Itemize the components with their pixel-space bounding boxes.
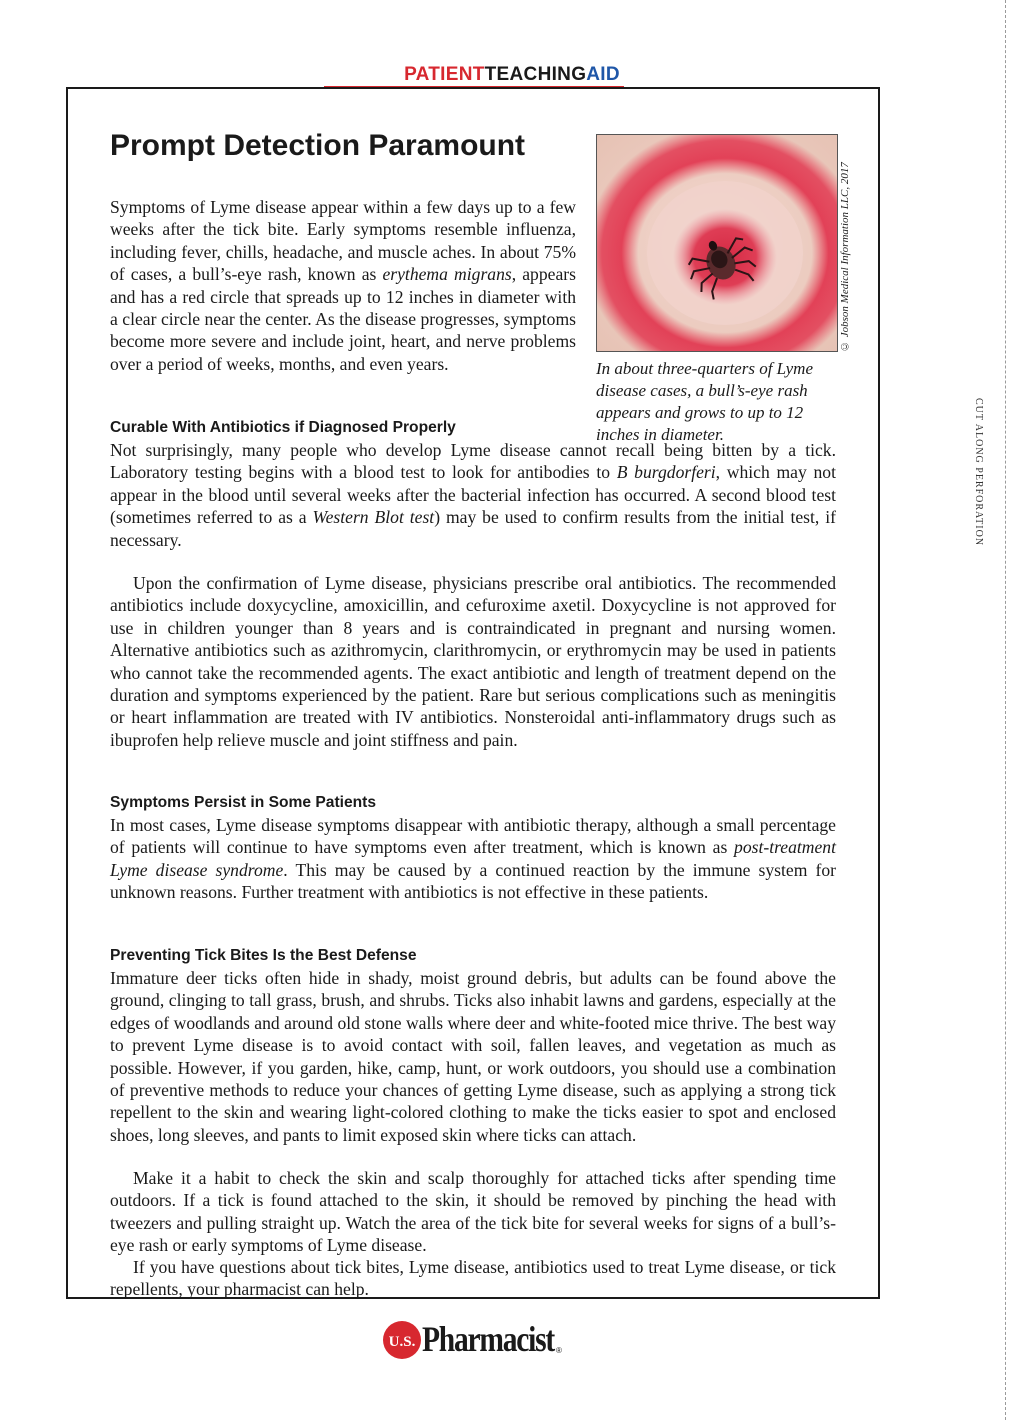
paragraph-oral-antibiotics: Upon the confirmation of Lyme disease, physicians prescribe oral antibiotics. The recommended antibiotics include doxycycline, amoxicillin, and cefuroxime axetil. Doxycycline is not approved for use in children younger than 8 years and is contraindicated in pregnant and nursing women. Alternative antibiotics such as azithromycin, clarithromycin, or erythromycin may be used in patients who cannot take the recommended agents. The exact antibiotic and length of treatment depend on the duration and symptoms experienced by the patient. Rare but serious complications such as meningitis or heart inflammation are treated with IV antibiotics. Nonsteroidal anti-inflammatory drugs such as ibuprofen help relieve muscle and joint stiffness and pain. xyxy=(110,573,836,750)
svg-text:U.S.: U.S. xyxy=(388,1334,416,1350)
paragraph-ask-pharmacist: If you have questions about tick bites, Lyme disease, antibiotics used to treat Lyme disease, or tick repellents, your pharmacist can help. xyxy=(110,1257,836,1300)
paragraph-post-treatment: In most cases, Lyme disease symptoms disappear with antibiotic therapy, although a small percentage of patients will continue to have symptoms even after treatment, which is known as post-treatment Lyme disease syndrome. This may be caused by a continued reaction by the immune system for unknown reasons. Further treatment with antibiotics is not effective in these patients. xyxy=(110,815,836,903)
term-post-treatment-lyme-disease-syndrome: post-treatment Lyme disease syndrome xyxy=(110,837,836,880)
heading-curable-with-antibiotics: Curable With Antibiotics if Diagnosed Properly xyxy=(110,419,456,436)
patient-teaching-aid-header xyxy=(0,64,1024,86)
tick-rash-photo xyxy=(596,134,838,352)
heading-preventing-tick-bites: Preventing Tick Bites Is the Best Defense xyxy=(110,947,417,964)
registered-mark: ® xyxy=(556,1346,562,1355)
term-western-blot-test: Western Blot test xyxy=(312,507,435,528)
cut-along-perforation-label: CUT ALONG PERFORATION xyxy=(973,398,984,547)
term-b-burgdorferi: B burgdorferi xyxy=(616,462,716,483)
bullseye-rash-illustration xyxy=(597,135,838,352)
us-seal-icon xyxy=(382,1320,422,1360)
intro-paragraph: Symptoms of Lyme disease appear within a few days up to a few weeks after the tick bite. Early symptoms resemble influenza, including fever, chills, headache, and muscle aches. In about 75% of cases, a bull’s-eye rash, known as erythema migrans, appears and has a red circle that spreads up to 12 inches in diameter with a clear circle near the center. As the disease progresses, symptoms become more severe and include joint, heart, and nerve problems over a period of weeks, months, and even years. xyxy=(110,197,576,374)
us-pharmacist-logo xyxy=(382,1316,582,1364)
term-erythema-migrans: erythema migrans xyxy=(382,264,512,285)
page-title: Prompt Detection Paramount xyxy=(110,129,526,162)
paragraph-check-skin: Make it a habit to check the skin and scalp thoroughly for attached ticks after spending time outdoors. If a tick is found attached to the skin, it should be removed by pinching the head with tweezers and pulling straight up. Watch the area of the tick bite for several weeks for signs of a bull’s-eye rash or early symptoms of Lyme disease. xyxy=(110,1168,836,1256)
heading-symptoms-persist: Symptoms Persist in Some Patients xyxy=(110,794,377,811)
perforation-line xyxy=(1005,0,1006,1420)
header-word-patient: PATIENT xyxy=(404,64,485,85)
header-word-aid: AID xyxy=(586,64,620,85)
paragraph-laboratory-testing: Not surprisingly, many people who develop Lyme disease cannot recall being bitten by a tick. Laboratory testing begins with a blood test to look for antibodies to B burgdorferi, which may not appear in the blood until several weeks after the bacterial infection has occurred. A second blood test (sometimes referred to as a Western Blot test) may be used to confirm results from the initial test, if necessary. xyxy=(110,440,836,550)
header-word-teaching: TEACHING xyxy=(484,64,587,85)
photo-copyright-credit: © Jobson Medical Information LLC, 2017 xyxy=(839,162,851,352)
pharmacist-wordmark: Pharmacist xyxy=(422,1319,554,1359)
photo-caption: In about three-quarters of Lyme disease cases, a bull’s-eye rash appears and grows to up to 12 inches in diameter. xyxy=(596,359,813,444)
paragraph-tick-habitat: Immature deer ticks often hide in shady, moist ground debris, but adults can be found above the ground, clinging to tall grass, brush, and shrubs. Ticks also inhabit lawns and gardens, especially at the edges of woodlands and around old stone walls where deer and white-footed mice thrive. The best way to prevent Lyme disease is to avoid contact with soil, fallen leaves, and vegetation as much as possible. However, if you garden, hike, camp, hunt, or work outdoors, you should use a combination of preventive methods to reduce your chances of getting Lyme disease, such as applying a strong tick repellent to the skin and wearing light-colored clothing to make the ticks easier to spot and enclosed shoes, long sleeves, and pants to limit exposed skin where ticks can attach. xyxy=(110,968,836,1145)
